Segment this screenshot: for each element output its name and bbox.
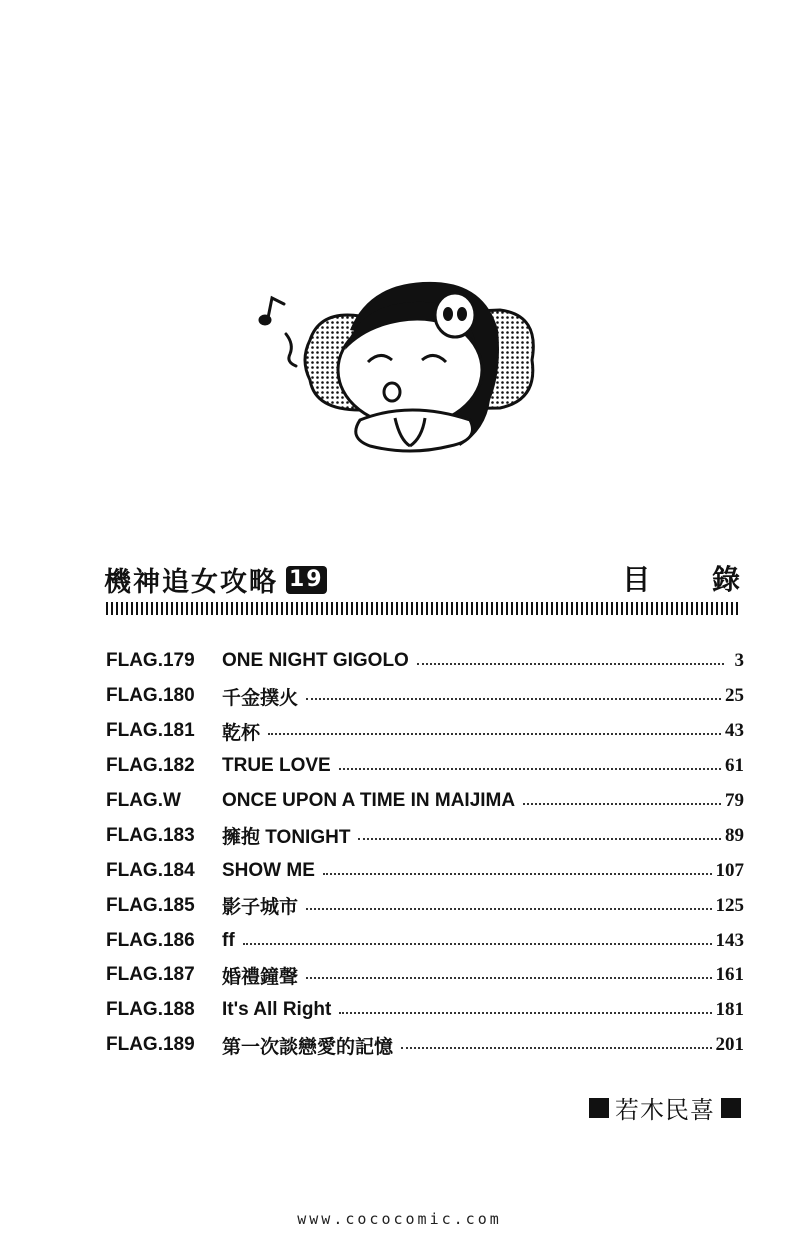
chapter-id: FLAG.188 [106, 999, 195, 1021]
chapter-id: FLAG.183 [106, 824, 195, 846]
toc-row [106, 644, 744, 679]
black-square-icon [589, 1098, 609, 1118]
chapter-id: FLAG.185 [106, 894, 195, 916]
chapter-id: FLAG.187 [106, 964, 195, 986]
page-number: 79 [725, 790, 744, 811]
chapter-id: FLAG.179 [106, 650, 195, 672]
dot-leader [523, 803, 721, 805]
chapter-title: SHOW ME [222, 859, 315, 881]
toc-row [106, 818, 744, 853]
toc-row [106, 1028, 744, 1063]
page-number: 181 [715, 999, 744, 1021]
dot-leader [306, 698, 721, 700]
chapter-title: ONE NIGHT GIGOLO [222, 650, 409, 672]
page-number: 201 [715, 1034, 744, 1056]
music-note-icon [260, 298, 296, 366]
author-credit [583, 1090, 747, 1125]
toc-row [106, 888, 744, 923]
toc-row [106, 958, 744, 993]
chapter-title: 第一次談戀愛的記憶 [222, 1036, 394, 1058]
dot-leader [323, 873, 712, 875]
page-number: 61 [725, 755, 744, 777]
chapter-title: 影子城市 [222, 897, 299, 919]
book-title-text: 機神追女攻略 [104, 567, 278, 598]
toc-row [106, 853, 744, 888]
chapter-title: It's All Right [222, 999, 332, 1021]
chapter-title: 擁抱 TONIGHT [222, 827, 351, 849]
skull-hairclip-icon [435, 293, 475, 337]
chapter-title: ONCE UPON A TIME IN MAIJIMA [222, 790, 516, 811]
page-number: 107 [715, 859, 744, 881]
toc-row [106, 714, 744, 749]
table-of-contents [106, 644, 744, 1063]
dot-leader [268, 733, 721, 735]
page-number: 89 [725, 824, 744, 846]
dot-leader [339, 1012, 711, 1014]
page-number: 43 [725, 720, 744, 742]
dot-leader [417, 663, 724, 665]
chapter-title: 千金撲火 [222, 687, 299, 709]
watermark-url: www.cococomic.com [297, 1210, 502, 1228]
chapter-id: FLAG.189 [106, 1034, 195, 1056]
toc-row [106, 993, 744, 1028]
toc-row [106, 784, 744, 819]
chapter-id: FLAG.W [106, 790, 181, 811]
sleeping-girl-illustration [250, 270, 550, 460]
toc-row [106, 679, 744, 714]
author-name: 若木民喜 [615, 1096, 715, 1124]
page-number: 161 [715, 964, 744, 986]
chapter-id: FLAG.182 [106, 755, 195, 777]
toc-row [106, 749, 744, 784]
decorative-tick-bar [106, 602, 738, 615]
chapter-title: 婚禮鐘聲 [222, 966, 299, 988]
contents-label: 目 錄 [622, 563, 766, 596]
dot-leader [401, 1047, 711, 1049]
page-number: 25 [725, 685, 744, 707]
dot-leader [306, 908, 711, 910]
page-number: 3 [734, 650, 744, 672]
dot-leader [243, 943, 712, 945]
dot-leader [339, 768, 721, 770]
toc-row [106, 923, 744, 958]
page-number: 143 [715, 929, 744, 951]
chapter-id: FLAG.180 [106, 685, 195, 707]
page-number: 125 [715, 894, 744, 916]
chapter-title: 乾杯 [222, 722, 261, 744]
chapter-title: ff [222, 929, 235, 951]
chapter-title: TRUE LOVE [222, 755, 331, 777]
toc-header [104, 558, 766, 598]
book-title [104, 560, 327, 599]
dot-leader [358, 838, 721, 840]
chapter-id: FLAG.184 [106, 859, 195, 881]
volume-badge: 19 [286, 566, 327, 594]
chapter-id: FLAG.186 [106, 929, 195, 951]
dot-leader [306, 977, 711, 979]
black-square-icon [721, 1098, 741, 1118]
chapter-id: FLAG.181 [106, 720, 195, 742]
